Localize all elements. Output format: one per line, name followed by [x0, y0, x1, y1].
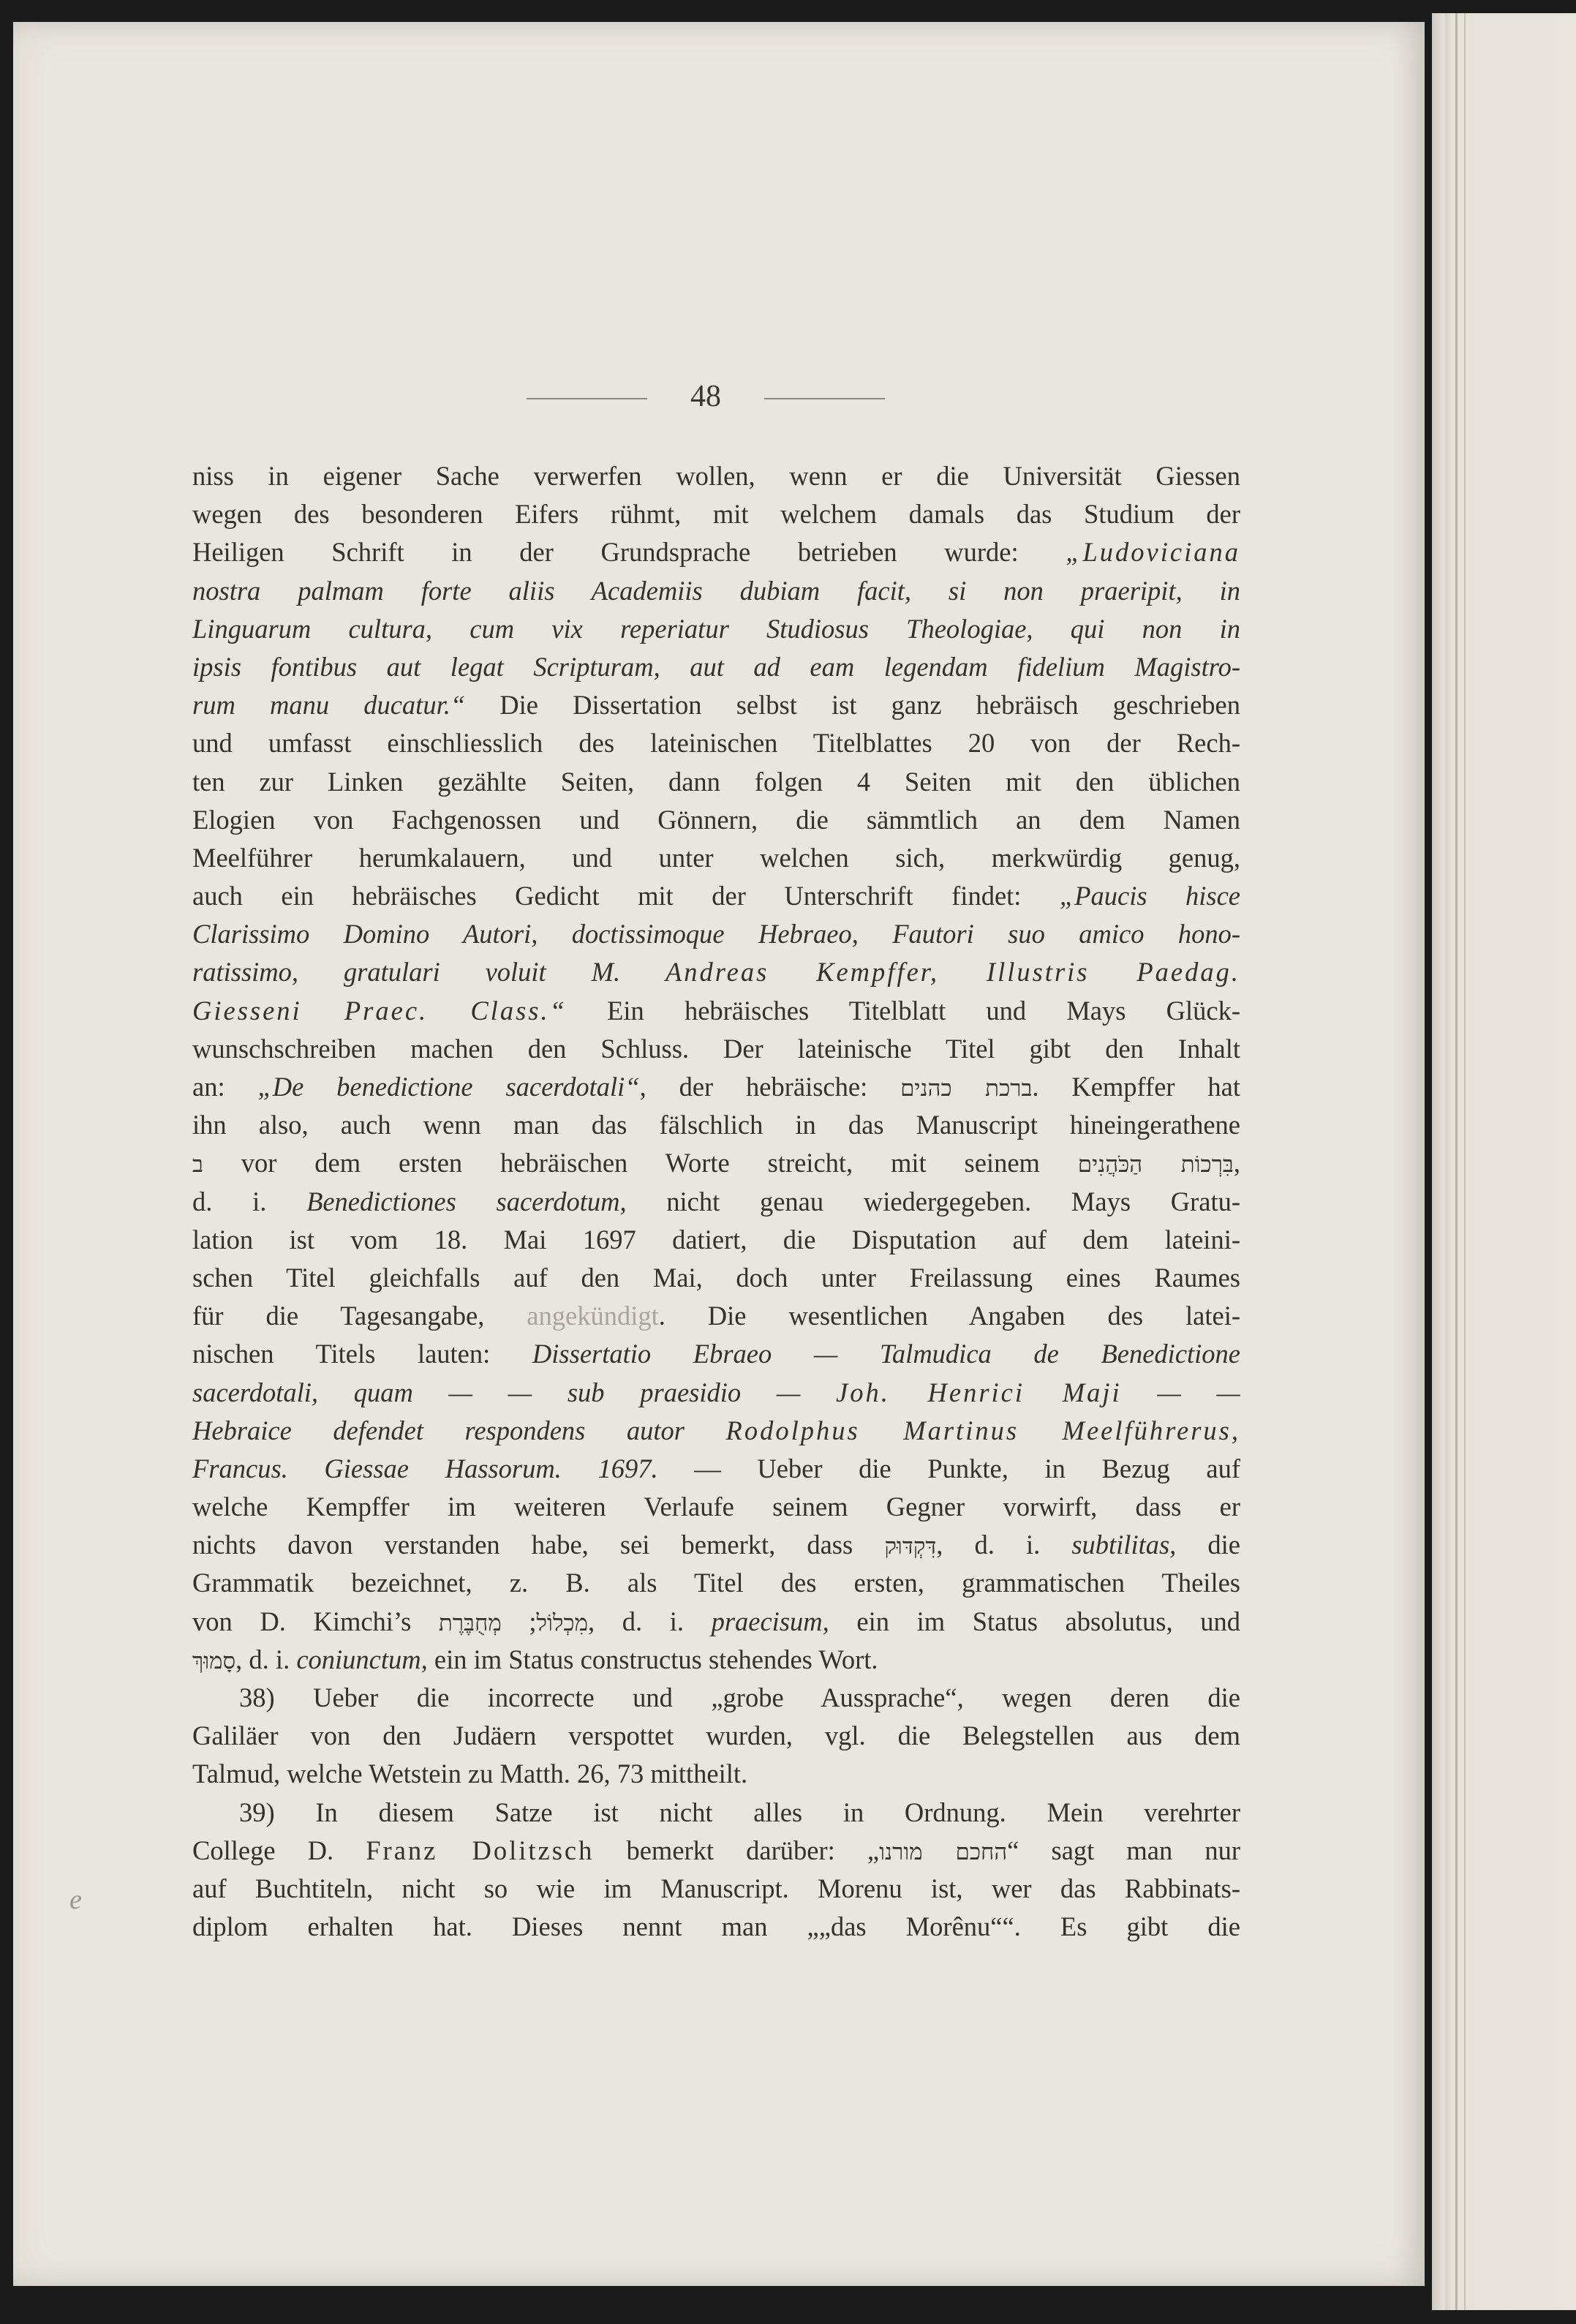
page-gutter-inner	[1464, 13, 1466, 2310]
text-line	[192, 1488, 1240, 1526]
text-segment: und umfasst einschliesslich des lateinischen Titelblattes 20 von der Rech-	[192, 728, 1240, 759]
text-segment: Grammatik bezeichnet, z. B. als Titel des ersten, grammatischen Theiles	[192, 1568, 1240, 1598]
header-rule-right	[764, 398, 885, 399]
text-segment: Die Dissertation selbst ist ganz hebräisch geschrieben	[465, 690, 1240, 721]
text-segment: d. i.	[192, 1186, 307, 1216]
text-segment: an:	[192, 1072, 258, 1102]
text-segment: vor dem ersten hebräischen Worte streicht, mit seinem	[203, 1148, 1078, 1178]
text-line	[192, 1144, 1240, 1182]
text-segment: coniunctum,	[296, 1644, 428, 1674]
hebrew-word: דִּקְדּוּק	[884, 1533, 937, 1560]
text-line	[192, 1221, 1240, 1259]
text-line	[192, 1641, 1240, 1679]
text-segment: , d. i.	[587, 1606, 712, 1636]
text-segment: diplom erhalten hat. Dieses nennt man „„das Morênu““. Es gibt die	[192, 1911, 1240, 1942]
text-line	[192, 1259, 1240, 1297]
text-segment: nischen Titels lauten:	[192, 1339, 532, 1369]
text-segment: ipsis fontibus aut legat Scripturam, aut ad eam legendam fidelium Magistro-	[192, 651, 1240, 682]
text-line	[192, 1030, 1240, 1068]
text-line	[192, 1106, 1240, 1144]
text-line	[192, 1412, 1240, 1450]
text-line	[192, 457, 1240, 495]
text-segment: auch ein hebräisches Gedicht mit der Unterschrift findet:	[192, 881, 1060, 911]
text-segment: „Ludoviciana	[1066, 537, 1240, 568]
hebrew-word: ב	[192, 1151, 203, 1178]
text-segment: Franz Dolitzsch	[366, 1835, 595, 1865]
text-segment: wunschschreiben machen den Schluss. Der lateinische Titel gibt den Inhalt	[192, 1033, 1240, 1064]
hebrew-word: החכם מורנו	[879, 1838, 1008, 1865]
text-segment: Clarissimo Domino Autori, doctissimoque Hebraeo, Fautori suo amico hono-	[192, 919, 1240, 949]
text-line	[192, 495, 1240, 533]
text-segment: , d. i.	[235, 1644, 297, 1674]
text-line	[192, 1450, 1240, 1488]
text-segment: . Kempffer hat	[1032, 1072, 1240, 1102]
text-segment: ,	[1233, 1148, 1240, 1178]
text-line	[192, 1068, 1240, 1106]
text-line	[192, 953, 1240, 991]
text-line	[192, 648, 1240, 686]
text-line	[192, 1526, 1240, 1564]
text-segment: “ sagt man nur	[1007, 1835, 1240, 1865]
adjacent-page-edge	[1432, 13, 1576, 2310]
text-segment: Hebraice defendet respondens autor	[192, 1415, 726, 1445]
text-segment: Dissertatio Ebraeo — Talmudica de Benedictione	[532, 1339, 1240, 1369]
text-line	[192, 1603, 1240, 1641]
text-line	[192, 686, 1240, 724]
text-segment: ein im Status absolutus, und	[829, 1606, 1240, 1636]
text-line	[192, 1717, 1240, 1755]
text-line	[192, 1794, 1240, 1832]
text-line	[192, 1755, 1240, 1793]
text-segment: Galiläer von den Judäern verspottet wurden, vgl. die Belegstellen aus dem	[192, 1721, 1240, 1751]
hebrew-word: סָמוּךְ	[192, 1647, 236, 1674]
text-line	[192, 1870, 1240, 1908]
text-segment: für die Tagesangabe,	[192, 1301, 527, 1331]
text-line	[192, 1183, 1240, 1221]
text-line	[192, 572, 1240, 610]
page-number: 48	[690, 380, 721, 413]
body-text	[192, 457, 1240, 1946]
text-line	[192, 839, 1240, 877]
text-segment: Andreas Kempffer, Illustris Paedag.	[665, 957, 1240, 988]
text-segment: wegen des besonderen Eifers rühmt, mit welchem damals das Studium der	[192, 499, 1240, 530]
page-gutter	[1455, 13, 1458, 2310]
text-segment: Rodolphus Martinus Meelführerus,	[725, 1415, 1240, 1445]
text-segment: nichts davon verstanden habe, sei bemerkt, dass	[192, 1530, 885, 1560]
text-line	[192, 801, 1240, 839]
text-segment: auf Buchtiteln, nicht so wie im Manuscript. Morenu ist, wer das Rabbinats-	[192, 1873, 1240, 1903]
text-segment: , d. i.	[936, 1530, 1072, 1560]
text-segment: . Die wesentlichen Angaben des latei-	[658, 1301, 1240, 1331]
text-segment: , der hebräische:	[639, 1072, 901, 1102]
text-segment: Elogien von Fachgenossen und Gönnern, die sämmtlich an dem Namen	[192, 804, 1240, 835]
text-segment: praecisum,	[711, 1606, 829, 1636]
text-line	[192, 1335, 1240, 1373]
text-line	[192, 763, 1240, 801]
text-segment: ;	[501, 1606, 537, 1636]
text-line	[192, 610, 1240, 648]
text-segment: angekündigt	[527, 1301, 659, 1331]
margin-pencil-note: e	[69, 1884, 82, 1915]
text-segment: Francus. Giessae Hassorum. 1697.	[192, 1453, 658, 1483]
text-line	[192, 1374, 1240, 1412]
text-segment: „De benedictione sacerdotali“	[257, 1072, 640, 1102]
text-segment: schen Titel gleichfalls auf den Mai, doch unter Freilassung eines Raumes	[192, 1262, 1240, 1293]
text-segment: — —	[1121, 1377, 1240, 1407]
text-line	[192, 915, 1240, 953]
text-segment: Ein hebräisches Titelblatt und Mays Glück-	[566, 995, 1240, 1026]
text-segment: Linguarum cultura, cum vix reperiatur Studiosus Theologiae, qui non in	[192, 613, 1240, 644]
text-segment: nostra palmam forte aliis Academiis dubiam facit, si non praeripit, in	[192, 575, 1240, 606]
text-line	[192, 1679, 1240, 1717]
text-line	[192, 533, 1240, 571]
text-segment: niss in eigener Sache verwerfen wollen, wenn er die Universität Giessen	[192, 461, 1240, 491]
text-segment: Heiligen Schrift in der Grundsprache betrieben wurde:	[192, 537, 1066, 568]
text-line	[192, 877, 1240, 915]
text-segment: ein im Status constructus stehendes Wort.	[427, 1644, 878, 1674]
text-segment: nicht genau wiedergegeben. Mays Gratu-	[626, 1186, 1240, 1216]
text-segment: subtilitas,	[1071, 1530, 1177, 1560]
hebrew-word: מְחֻבֶּרֶת	[438, 1609, 502, 1636]
text-segment: 39) In diesem Satze ist nicht alles in Ordnung. Mein verehrter	[239, 1797, 1240, 1827]
text-segment: sacerdotali, quam — — sub praesidio —	[192, 1377, 836, 1407]
text-segment: die	[1176, 1530, 1240, 1560]
text-segment: ten zur Linken gezählte Seiten, dann folgen 4 Seiten mit den üblichen	[192, 766, 1240, 797]
text-segment: Giesseni Praec. Class.“	[192, 995, 567, 1026]
text-segment: bemerkt darüber: „	[594, 1835, 880, 1865]
text-segment: Joh. Henrici Maji	[836, 1377, 1122, 1407]
text-segment: von D. Kimchi’s	[192, 1606, 439, 1636]
text-segment: Benedictiones sacerdotum,	[306, 1186, 627, 1216]
text-line	[192, 1832, 1240, 1870]
text-segment: ihn also, auch wenn man das fälschlich in das Manuscript hineingerathene	[192, 1110, 1240, 1140]
text-line	[192, 1908, 1240, 1946]
text-segment: Meelführer herumkalauern, und unter welchen sich, merkwürdig genug,	[192, 842, 1240, 873]
text-segment: rum manu ducatur.“	[192, 690, 466, 721]
text-segment: ratissimo, gratulari voluit M.	[192, 957, 666, 988]
text-line	[192, 1297, 1240, 1335]
text-segment: 38) Ueber die incorrecte und „grobe Aussprache“, wegen deren die	[239, 1682, 1240, 1712]
text-segment: College D.	[192, 1835, 366, 1865]
text-segment: „Paucis hisce	[1059, 881, 1240, 911]
text-line	[192, 992, 1240, 1030]
text-segment: — Ueber die Punkte, in Bezug auf	[657, 1453, 1240, 1483]
hebrew-word: בִּרְכוֹת הַכֹּהֲנִים	[1077, 1151, 1234, 1178]
text-segment: welche Kempffer im weiteren Verlaufe seinem Gegner vorwirft, dass er	[192, 1492, 1240, 1522]
page-header	[527, 379, 885, 420]
text-line	[192, 724, 1240, 762]
text-segment: Talmud, welche Wetstein zu Matth. 26, 73 mittheilt.	[192, 1759, 748, 1789]
text-line	[192, 1564, 1240, 1602]
hebrew-word: מִכְלוֹל	[536, 1609, 588, 1636]
hebrew-word: ברכת כהנים	[900, 1075, 1033, 1102]
text-segment: lation ist vom 18. Mai 1697 datiert, die Disputation auf dem lateini-	[192, 1224, 1240, 1255]
